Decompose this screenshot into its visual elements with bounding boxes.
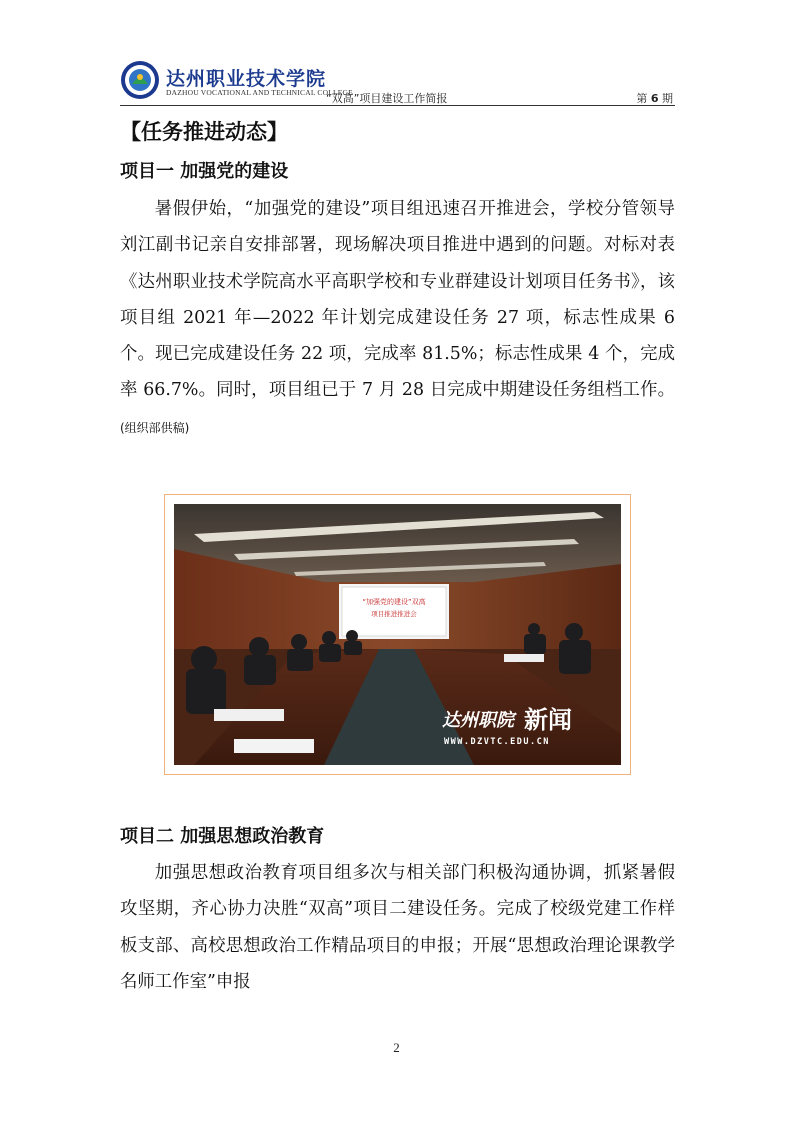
issue-prefix: 第 [636,92,648,105]
college-name-en: DAZHOU VOCATIONAL AND TECHNICAL COLLEGE [166,88,353,97]
header-divider [120,105,675,106]
page-header [120,58,675,108]
issue-number: 6 [650,92,659,105]
project1-text: 暑假伊始，“加强党的建设”项目组迅速召开推进会，学校分管领导刘江副书记亲自安排部署，现场解决项目推进中遇到的问题。对标对表《达州职业技术学院高水平高职学校和专业群建设计划项目任务书》，该项目组 2021 年—2022 年计划完成建设任务 27 项，标志性成果 6 个。现已完成建设任务 22 项，完成率 81.5%；标志性成果 4 个，完成率 66.7%。同时，项目组已于 7 月 28 日完成中期建设任务组档工作。 [120,199,675,401]
project2-paragraph: 加强思想政治教育项目组多次与相关部门积极沟通协调，抓紧暑假攻坚期，齐心协力决胜“双高”项目二建设任务。完成了校级党建工作样板支部、高校思想政治工作精品项目的申报；开展“思想政治理论课教学名师工作室”申报 [120,863,675,992]
screen-text-1: “加强党的建设”双高 [362,598,426,606]
meeting-photo [174,504,621,765]
project2-heading: 项目二 加强思想政治教育 [120,826,325,847]
issue-suffix: 期 [662,92,673,105]
watermark-url: WWW.DZVTC.EDU.CN [444,737,550,747]
watermark-cn-1: 达州职院 [442,710,514,731]
issue-label [636,90,673,106]
project1-paragraph [120,191,675,446]
page-number: 2 [393,1040,400,1055]
bulletin-title: “双高”项目建设工作简报 [326,92,448,105]
screen-text-2: 项目推进推进会 [371,610,417,618]
project1-heading: 项目一 加强党的建设 [120,161,289,182]
college-logo-icon [120,60,160,100]
college-name-cn: 达州职业技术学院 [166,68,327,90]
section-title: 【任务推进动态】 [120,120,288,144]
watermark-cn-2: 新闻 [524,706,572,734]
meeting-photo-frame [164,494,631,775]
project1-source: (组织部供稿) [120,420,190,435]
